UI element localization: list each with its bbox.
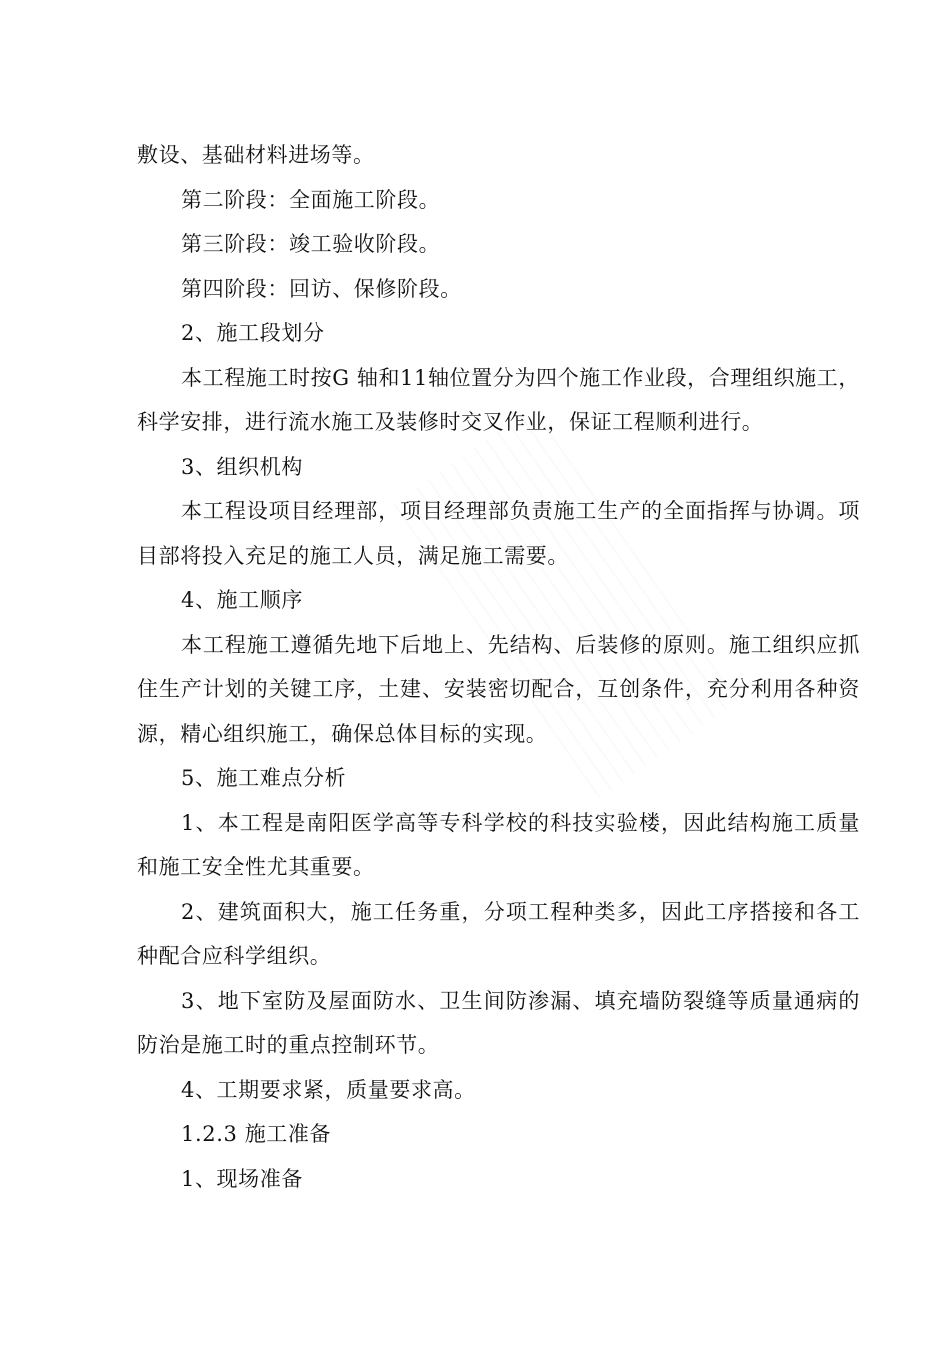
heading-construction-sections: 2、施工段划分 bbox=[181, 321, 325, 345]
paragraph-difficulty-4: 4、工期要求紧，质量要求高。 bbox=[181, 1077, 476, 1102]
paragraph-difficulty-2: 2、建筑面积大，施工任务重，分项工程种类多，因此工序搭接和各工种配合应科学组织。 bbox=[137, 899, 860, 968]
heading-preparation: 1.2.3 施工准备 bbox=[181, 1122, 332, 1146]
document-body bbox=[137, 133, 860, 1201]
heading-site-preparation: 1、现场准备 bbox=[181, 1166, 303, 1191]
paragraph-stage-four: 第四阶段：回访、保修阶段。 bbox=[181, 276, 462, 301]
paragraph-stage-three: 第三阶段：竣工验收阶段。 bbox=[181, 232, 441, 256]
heading-organization: 3、组织机构 bbox=[181, 454, 303, 479]
paragraph-stage-two: 第二阶段：全面施工阶段。 bbox=[181, 187, 441, 212]
paragraph-construction-order: 本工程施工遵循先地下后地上、先结构、后装修的原则。施工组织应抓住生产计划的关键工序，土建、安装密切配合，互创条件，充分利用各种资源，精心组织施工，确保总体目标的实现。 bbox=[137, 632, 860, 746]
paragraph-difficulty-3: 3、地下室防及屋面防水、卫生间防渗漏、填充墙防裂缝等质量通病的防治是施工时的重点控制环节。 bbox=[137, 988, 860, 1057]
heading-construction-order: 4、施工顺序 bbox=[181, 588, 303, 612]
heading-difficulty-analysis: 5、施工难点分析 bbox=[181, 766, 347, 790]
paragraph-construction-sections: 本工程施工时按G 轴和11轴位置分为四个施工作业段，合理组织施工，科学安排，进行流水施工及装修时交叉作业，保证工程顺利进行。 bbox=[137, 365, 860, 434]
paragraph-difficulty-1: 1、本工程是南阳医学高等专科学校的科技实验楼，因此结构施工质量和施工安全性尤其重要。 bbox=[137, 810, 860, 879]
paragraph-organization: 本工程设项目经理部，项目经理部负责施工生产的全面指挥与协调。项目部将投入充足的施工人员，满足施工需要。 bbox=[137, 499, 860, 568]
paragraph-continuation: 敷设、基础材料进场等。 bbox=[137, 143, 375, 167]
